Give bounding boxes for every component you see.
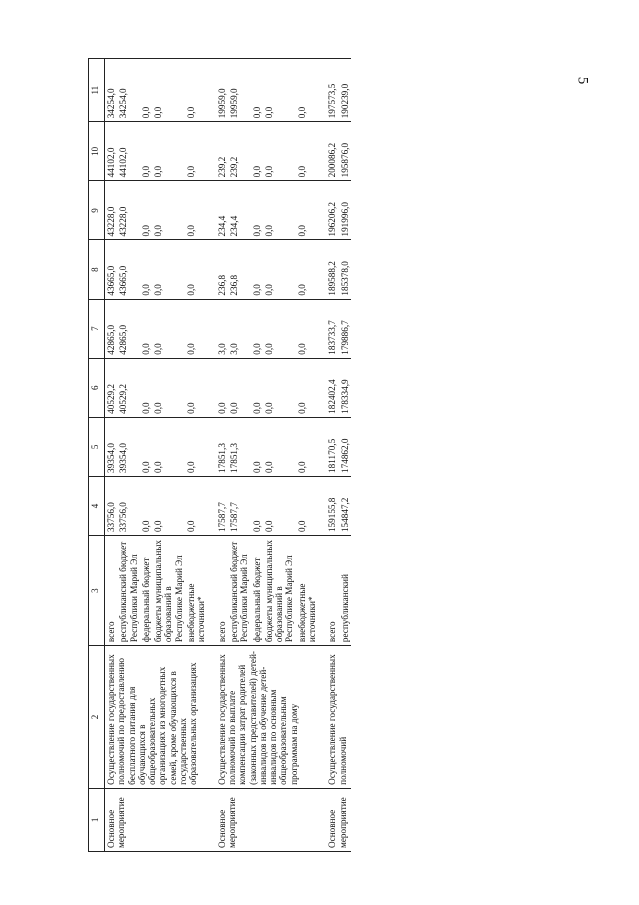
amount-cell: 200086,2 [326, 122, 338, 181]
amount-cell: 0,0 [251, 240, 263, 299]
amount-cell: 0,0 [185, 240, 208, 299]
amount-cell: 0,0 [263, 181, 296, 240]
amount-cell: 234,4 [228, 181, 251, 240]
spacer-cell [318, 358, 326, 417]
spacer-cell [208, 536, 216, 646]
spacer-cell [318, 240, 326, 299]
header-col-3: 3 [89, 536, 105, 646]
amount-cell: 40529,2 [117, 358, 140, 417]
amount-cell: 42865,0 [105, 299, 118, 358]
amount-cell: 197573,5 [326, 59, 338, 122]
amount-cell: 3,0 [228, 299, 251, 358]
amount-cell: 43228,0 [117, 181, 140, 240]
amount-cell: 0,0 [140, 358, 152, 417]
amount-cell: 43665,0 [117, 240, 140, 299]
amount-cell: 0,0 [185, 299, 208, 358]
table-body [105, 59, 351, 852]
rotated-sheet [88, 58, 538, 852]
amount-cell: 39354,0 [105, 417, 118, 476]
block-spacer [318, 59, 326, 852]
amount-cell: 34254,0 [117, 59, 140, 122]
amount-cell: 0,0 [185, 122, 208, 181]
amount-cell: 42865,0 [117, 299, 140, 358]
header-col-11: 11 [89, 59, 105, 122]
amount-cell: 0,0 [185, 181, 208, 240]
amount-cell: 0,0 [152, 122, 185, 181]
header-col-8: 8 [89, 240, 105, 299]
amount-cell: 17587,7 [228, 476, 251, 535]
header-col-2: 2 [89, 646, 105, 789]
amount-cell: 0,0 [140, 417, 152, 476]
amount-cell: 19959,0 [216, 59, 228, 122]
amount-cell: 239,2 [216, 122, 228, 181]
amount-cell: 195876,0 [339, 122, 351, 181]
amount-cell: 0,0 [263, 476, 296, 535]
amount-cell: 179886,7 [339, 299, 351, 358]
amount-cell: 159155,8 [326, 476, 338, 535]
amount-cell: 39354,0 [117, 417, 140, 476]
amount-cell: 44102,0 [105, 122, 118, 181]
amount-cell: 0,0 [216, 358, 228, 417]
spacer-cell [208, 59, 216, 122]
spacer-cell [208, 646, 216, 789]
spacer-cell [208, 476, 216, 535]
spacer-cell [318, 536, 326, 646]
amount-cell: 234,4 [216, 181, 228, 240]
amount-cell: 0,0 [251, 417, 263, 476]
header-col-1: 1 [89, 788, 105, 851]
amount-cell: 0,0 [152, 240, 185, 299]
amount-cell: 191996,0 [339, 181, 351, 240]
funding-source-cell: республиканский [339, 536, 351, 646]
header-col-10: 10 [89, 122, 105, 181]
table-row [326, 59, 338, 852]
funding-source-cell: всего [105, 536, 118, 646]
measure-type-cell: Основное мероприятие [216, 788, 319, 851]
spacer-cell [318, 122, 326, 181]
amount-cell: 0,0 [296, 299, 319, 358]
spacer-cell [318, 476, 326, 535]
table-header [89, 59, 105, 852]
funding-source-cell: бюджеты муниципальных образований в Республике Марий Эл [152, 536, 185, 646]
amount-cell: 0,0 [251, 476, 263, 535]
amount-cell: 0,0 [296, 59, 319, 122]
amount-cell: 0,0 [140, 59, 152, 122]
amount-cell: 0,0 [140, 122, 152, 181]
spacer-cell [208, 358, 216, 417]
amount-cell: 239,2 [228, 122, 251, 181]
funding-source-cell: федеральный бюджет [140, 536, 152, 646]
spacer-cell [208, 122, 216, 181]
amount-cell: 190239,0 [339, 59, 351, 122]
spacer-cell [208, 417, 216, 476]
table-row [216, 59, 228, 852]
measure-type-cell: Основное мероприятие [326, 788, 351, 851]
amount-cell: 44102,0 [117, 122, 140, 181]
amount-cell: 0,0 [152, 299, 185, 358]
spacer-cell [318, 181, 326, 240]
amount-cell: 17851,3 [228, 417, 251, 476]
amount-cell: 0,0 [152, 181, 185, 240]
spacer-cell [208, 299, 216, 358]
amount-cell: 0,0 [251, 122, 263, 181]
measure-description-cell: Осуществление государственных полномочий [326, 646, 351, 789]
measure-type-cell: Основное мероприятие [105, 788, 208, 851]
amount-cell: 17587,7 [216, 476, 228, 535]
amount-cell: 174862,0 [339, 417, 351, 476]
rotated-table-container [88, 58, 538, 852]
amount-cell: 0,0 [263, 299, 296, 358]
funding-source-cell: всего [326, 536, 338, 646]
amount-cell: 236,8 [228, 240, 251, 299]
amount-cell: 0,0 [140, 299, 152, 358]
financing-table [88, 58, 351, 852]
amount-cell: 0,0 [296, 181, 319, 240]
table-row [105, 59, 118, 852]
amount-cell: 0,0 [251, 299, 263, 358]
amount-cell: 0,0 [228, 358, 251, 417]
amount-cell: 0,0 [140, 476, 152, 535]
funding-source-cell: республиканский бюджет Республики Марий Эл [228, 536, 251, 646]
header-col-6: 6 [89, 358, 105, 417]
amount-cell: 182402,4 [326, 358, 338, 417]
funding-source-cell: федеральный бюджет [251, 536, 263, 646]
amount-cell: 40529,2 [105, 358, 118, 417]
amount-cell: 0,0 [251, 181, 263, 240]
amount-cell: 33756,0 [117, 476, 140, 535]
amount-cell: 0,0 [296, 476, 319, 535]
amount-cell: 0,0 [296, 358, 319, 417]
block-spacer [208, 59, 216, 852]
amount-cell: 0,0 [185, 417, 208, 476]
spacer-cell [318, 788, 326, 851]
amount-cell: 34254,0 [105, 59, 118, 122]
spacer-cell [318, 59, 326, 122]
funding-source-cell: бюджеты муниципальных образований в Республике Марий Эл [263, 536, 296, 646]
amount-cell: 0,0 [140, 181, 152, 240]
amount-cell: 0,0 [296, 122, 319, 181]
amount-cell: 0,0 [140, 240, 152, 299]
spacer-cell [318, 646, 326, 789]
measure-description-cell: Осуществление государственных полномочий по предоставлению бесплатного питания для обучающихся в общеобразовательных организациях из многодетных семей, кроме обучающихся в государственных образовательных организациях [105, 646, 208, 789]
amount-cell: 43228,0 [105, 181, 118, 240]
funding-source-cell: внебюджетные источники* [296, 536, 319, 646]
amount-cell: 0,0 [263, 122, 296, 181]
page-number: 5 [574, 76, 591, 85]
funding-source-cell: внебюджетные источники* [185, 536, 208, 646]
amount-cell: 43665,0 [105, 240, 118, 299]
funding-source-cell: всего [216, 536, 228, 646]
amount-cell: 0,0 [152, 417, 185, 476]
amount-cell: 0,0 [152, 358, 185, 417]
amount-cell: 189588,2 [326, 240, 338, 299]
amount-cell: 0,0 [263, 59, 296, 122]
spacer-cell [208, 788, 216, 851]
amount-cell: 0,0 [185, 59, 208, 122]
amount-cell: 154847,2 [339, 476, 351, 535]
amount-cell: 0,0 [251, 358, 263, 417]
amount-cell: 33756,0 [105, 476, 118, 535]
amount-cell: 0,0 [263, 417, 296, 476]
spacer-cell [318, 417, 326, 476]
amount-cell: 0,0 [152, 59, 185, 122]
amount-cell: 236,8 [216, 240, 228, 299]
amount-cell: 0,0 [185, 358, 208, 417]
header-col-7: 7 [89, 299, 105, 358]
amount-cell: 183733,7 [326, 299, 338, 358]
funding-source-cell: республиканский бюджет Республики Марий Эл [117, 536, 140, 646]
amount-cell: 0,0 [263, 358, 296, 417]
amount-cell: 0,0 [296, 417, 319, 476]
amount-cell: 0,0 [185, 476, 208, 535]
amount-cell: 3,0 [216, 299, 228, 358]
amount-cell: 196206,2 [326, 181, 338, 240]
amount-cell: 19959,0 [228, 59, 251, 122]
header-col-9: 9 [89, 181, 105, 240]
amount-cell: 0,0 [251, 59, 263, 122]
amount-cell: 0,0 [296, 240, 319, 299]
amount-cell: 0,0 [263, 240, 296, 299]
spacer-cell [208, 181, 216, 240]
amount-cell: 0,0 [152, 476, 185, 535]
measure-description-cell: Осуществление государственных полномочий по выплате компенсации затрат родителей (законных представителей) детей-инвалидов на обучение детей-инвалидов по основным общеобразовательным программам на дому [216, 646, 319, 789]
spacer-cell [318, 299, 326, 358]
amount-cell: 185378,0 [339, 240, 351, 299]
spacer-cell [208, 240, 216, 299]
header-col-4: 4 [89, 476, 105, 535]
amount-cell: 178334,9 [339, 358, 351, 417]
header-col-5: 5 [89, 417, 105, 476]
amount-cell: 181170,5 [326, 417, 338, 476]
amount-cell: 17851,3 [216, 417, 228, 476]
